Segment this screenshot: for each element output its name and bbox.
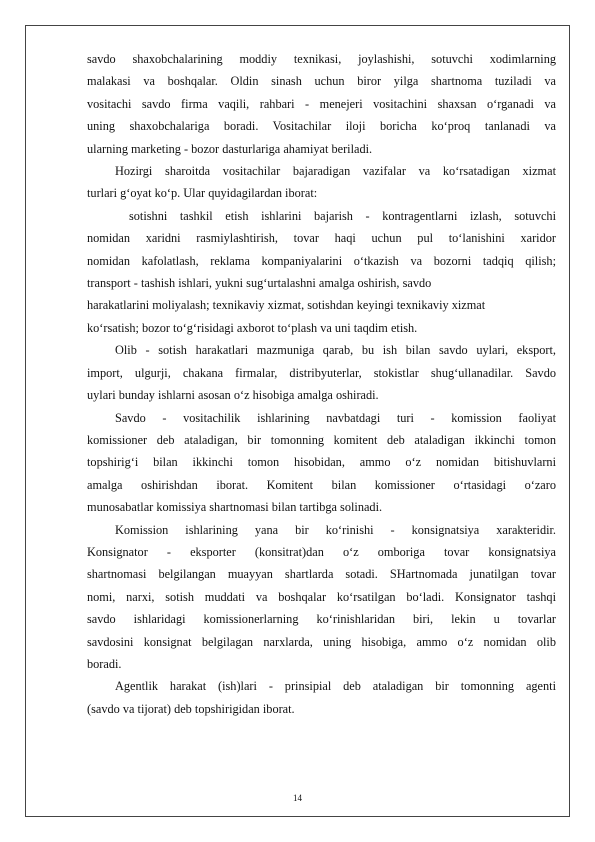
text-line: ularning marketing - bozor dasturlariga ahamiyat beriladi. — [87, 141, 373, 156]
text-line: malakasi va boshqalar. Oldin sinash uchun biror yilga shartnoma tuziladi va — [87, 74, 556, 89]
text-line: import, ulgurji, chakana firmalar, distribyuterlar, stokistlar shug‘ullanadilar. Savdo — [87, 365, 556, 380]
text-line: komissioner deb ataladigan, bir tomonning komitent deb ataladigan ikkinchi tomon — [87, 432, 556, 447]
text-line: topshirig‘i bilan ikkinchi tomon hisobidan, ammo o‘z nomidan bitishuvlarni — [87, 455, 556, 470]
text-line: savdo shaxobchalarining moddiy texnikasi, joylashishi, sotuvchi xodimlarning — [87, 52, 556, 66]
text-line: Konsignator - eksporter (konsitrat)dan o‘z omboriga tovar konsignatsiya — [87, 544, 556, 559]
text-line: shartnomasi belgilangan muayyan shartlarda sotadi. SHartnomada junatilgan tovar — [87, 567, 556, 582]
text-line: ko‘rsatish; bozor to‘g‘risidagi axborot to‘plash va uni taqdim etish. — [87, 320, 418, 335]
text-line: Komission ishlarining yana bir ko‘rinishi - konsignatsiya xarakteridir. — [115, 522, 556, 537]
text-line: nomidan kafolatlash, reklama kompaniyalarini o‘tkazish va bozorni tadqiq qilish; — [87, 253, 556, 268]
text-line: munosabatlar komissiya shartnomasi bilan tartibga solinadi. — [87, 500, 383, 515]
text-line: uning shaxobchalariga boradi. Vositachilar iloji boricha ko‘proq tanlanadi va — [87, 119, 556, 134]
text-line: sotishni tashkil etish ishlarini bajarish - kontragentlarni izlash, sotuvchi — [129, 208, 556, 223]
text-line: nomidan xaridni rasmiylashtirish, tovar haqi uchun pul to‘lanishini xaridor — [87, 231, 556, 246]
text-line: (savdo va tijorat) deb topshirigidan iborat. — [87, 701, 295, 716]
text-line: boradi. — [87, 656, 122, 671]
text-line: harakatlarini moliyalash; texnikaviy xizmat, sotishdan keyingi texnikaviy xizmat — [87, 298, 486, 313]
text-line: Olib - sotish harakatlari mazmuniga qarab, bu ish bilan savdo uylari, eksport, — [115, 343, 556, 358]
page-number: 14 — [293, 793, 302, 803]
document-body — [87, 48, 556, 720]
text-line: nomi, narxi, sotish muddati va boshqalar ko‘rsatilgan bo‘ladi. Konsignator tashqi — [87, 589, 556, 604]
text-line: vositachi savdo firma vaqili, rahbari - menejeri vositachini shaxsan o‘rganadi va — [87, 96, 556, 111]
text-line: amalga oshirishdan iborat. Komitent bilan komissioner o‘rtasidagi o‘zaro — [87, 477, 556, 492]
text-line: savdosini konsignat belgilagan narxlarda, uning hisobiga, ammo o‘z nomidan olib — [87, 634, 556, 649]
text-line: savdo ishlaridagi komissionerlarning ko‘rinishlaridan biri, lekin u tovarlar — [87, 612, 556, 627]
text-line: turlari g‘oyat ko‘p. Ular quyidagilardan iborat: — [87, 186, 318, 201]
text-line: Savdo - vositachilik ishlarining navbatdagi turi - komission faoliyat — [115, 410, 556, 425]
text-line: transport - tashish ishlari, yukni sug‘urtalashni amalga oshirish, savdo — [87, 276, 432, 291]
text-line: Agentlik harakat (ish)lari - prinsipial deb ataladigan bir tomonning agenti — [115, 679, 556, 694]
text-line: Hozirgi sharoitda vositachilar bajaradigan vazifalar va ko‘rsatadigan xizmat — [115, 164, 556, 179]
text-line: uylari bunday ishlarni asosan o‘z hisobiga amalga oshiradi. — [87, 388, 379, 403]
